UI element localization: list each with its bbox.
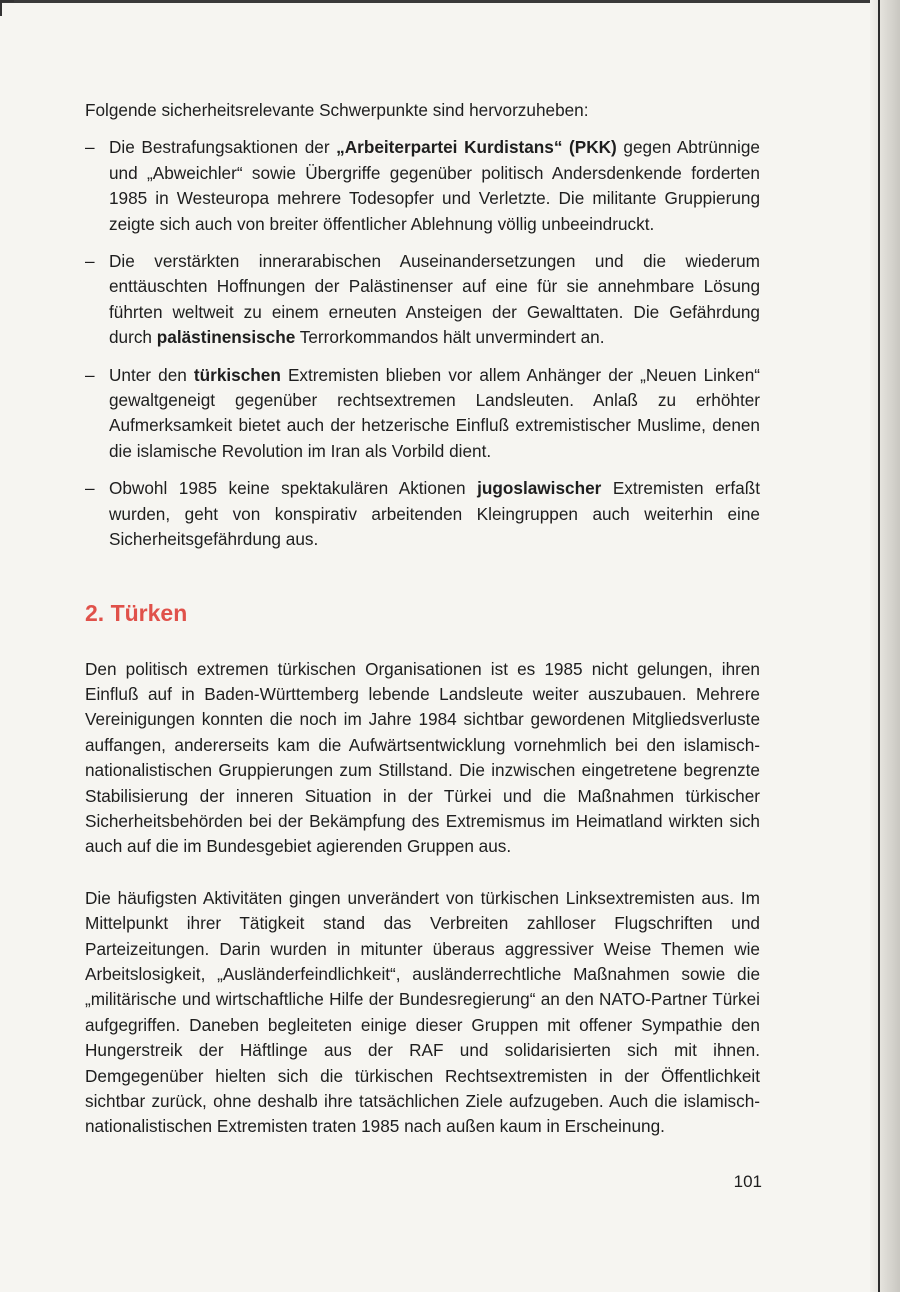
bullet-item-turks (85, 363, 760, 465)
bullet-text: Terrorkommandos hält unvermindert an. (295, 327, 605, 348)
bullet-text: Unter den (109, 364, 194, 385)
page-corner-mark (0, 0, 14, 16)
bullet-emphasis: „Arbeiterpartei Kurdistans“ (PKK) (336, 137, 617, 158)
page-edge-shadow (870, 0, 900, 1292)
bullet-dash: – (85, 251, 95, 272)
bullet-text: gegen Abtrünnige und „Abweichler“ sowie Übergriffe gegenüber politisch Andersdenkende forderten 1985 in Westeuropa mehrere Todesopfer und Verletzte. Die militante Gruppierung zeigte sich auch von breiter öffentlicher Ablehnung völlig unbeeindruckt. (109, 137, 760, 234)
bullet-text: Die Bestrafungsaktionen der (109, 137, 337, 158)
body-paragraph: Die häufigsten Aktivitäten gingen unverändert von türkischen Linksextremisten aus. Im Mittelpunkt ihrer Tätigkeit stand das Verbreiten zahlloser Flugschriften und Parteizeitungen. Darin wurden in mitunter überaus aggressiver Weise Themen wie Arbeitslosigkeit, „Ausländerfeindlichkeit“, ausländerrechtliche Maßnahmen sowie die „militärische und wirtschaftliche Hilfe der Bundesregierung“ an den NATO-Partner Türkei aufgegriffen. Daneben begleiteten einige dieser Gruppen mit offener Sympathie den Hungerstreik der Häftlinge aus der RAF und solidarisierten sich mit ihnen. Demgegenüber hielten sich die türkischen Rechtsextremisten in der Öffentlichkeit sichtbar zurück, ohne deshalb ihre tatsächlichen Ziele aufzugeben. Auch die islamisch-nationalistischen Extremisten traten 1985 nach außen kaum in Erscheinung. (85, 887, 760, 1137)
bullet-emphasis: jugoslawischer (477, 478, 602, 499)
bullet-text: Extremisten blieben vor allem Anhänger der „Neuen Linken“ gewaltgeneigt gegenüber rechtsextremen Landsleuten. Anlaß zu erhöhter Aufmerksamkeit bietet auch der hetzerische Einfluß extremistischer Muslime, denen die islamische Revolution im Iran als Vorbild dient. (109, 364, 760, 461)
page-edge-line (878, 0, 880, 1292)
bullet-item-pkk (85, 135, 760, 237)
page-top-border (0, 0, 900, 3)
bullet-dash: – (85, 364, 95, 385)
bullet-emphasis: palästinensische (156, 327, 296, 348)
body-paragraph: Den politisch extremen türkischen Organisationen ist es 1985 nicht gelungen, ihren Einfluß auf in Baden-Württemberg lebende Landsleute weiter auszubauen. Mehrere Vereinigungen konnten die noch im Jahre 1984 sichtbar gewordenen Mitgliedsverluste auffangen, andererseits kam die Aufwärtsentwicklung vornehmlich bei den islamisch-nationalistischen Gruppierungen zum Stillstand. Die inzwischen eingetretene begrenzte Stabilisierung der inneren Situation in der Türkei und die Maßnahmen türkischer Sicherheitsbehörden bei der Bekämpfung des Extremismus im Heimatland wirkten sich auch auf die im Bundesgebiet agierenden Gruppen aus. (85, 658, 760, 857)
bullet-item-palestinians (85, 249, 760, 351)
bullet-item-yugoslavs (85, 476, 760, 552)
page-content (85, 98, 760, 1166)
bullet-text: Extremisten erfaßt wurden, geht von konspirativ arbeitenden Kleingruppen auch weiterhin eine Sicherheitsgefährdung aus. (109, 478, 760, 550)
bullet-emphasis: türkischen (193, 364, 281, 385)
bullet-dash: – (85, 478, 95, 499)
bullet-text: Obwohl 1985 keine spektakulären Aktionen (109, 478, 478, 499)
bullet-list (85, 135, 760, 552)
bullet-dash: – (85, 137, 95, 158)
section-heading: 2. Türken (85, 599, 188, 626)
intro-text: Folgende sicherheitsrelevante Schwerpunkte sind hervorzuheben: (85, 100, 589, 120)
bullet-text: Die verstärkten innerarabischen Auseinandersetzungen und die wiederum enttäuschten Hoffnungen der Palästinenser auf eine für sie annehmbare Lösung führten weltweit zu einem erneuten Ansteigen der Gewalttaten. Die Gefährdung durch (109, 251, 760, 348)
page-number: 101 (733, 1172, 762, 1191)
